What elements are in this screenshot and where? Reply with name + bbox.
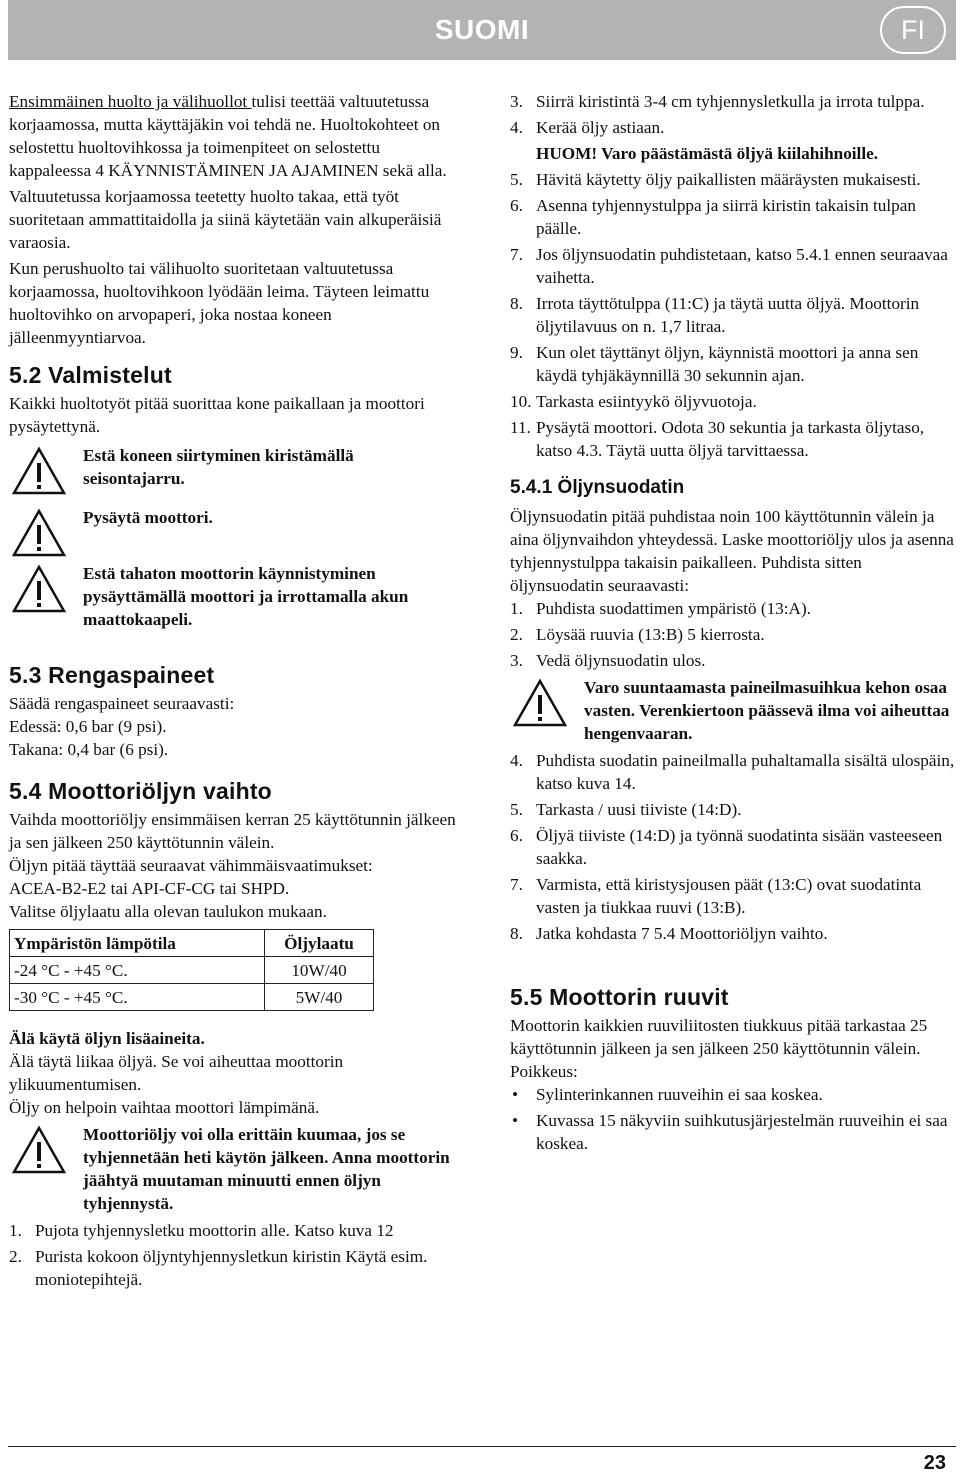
list-item — [510, 597, 956, 620]
step-number: 3. — [510, 651, 523, 670]
warning-text: Pysäytä moottori. — [83, 508, 213, 527]
intro-paragraph — [9, 90, 457, 182]
table-row — [10, 957, 374, 984]
step-number: 1. — [510, 599, 523, 618]
oil-change-interval: Vaihda moottoriöljy ensimmäisen kerran 25 käyttötunnin jälkeen ja sen jälkeen 250 käyttötunnin välein. — [9, 810, 456, 852]
oil-table — [9, 929, 374, 1011]
paragraph-authorized-service: Valtuutetussa korjaamossa teetetty huolto takaa, että työt suoritetaan ammattitaidolla ja siinä käytetään vain alkuperäisiä varaosia. — [9, 187, 442, 252]
warning-compressed-air — [510, 676, 956, 745]
section-5-4-1-title: 5.4.1 Öljynsuodatin — [510, 477, 685, 498]
step-text: Purista kokoon öljyntyhjennysletkun kiristin Käytä esim. moniotepihtejä. — [35, 1247, 428, 1289]
warning-triangle-icon — [512, 678, 568, 728]
step-number: 1. — [9, 1221, 22, 1240]
oil-requirements: Öljyn pitää täyttää seuraavat vähimmäisvaatimukset: — [9, 856, 373, 875]
list-item — [9, 1219, 457, 1242]
step-number: 6. — [510, 196, 523, 215]
warning-triangle-icon — [11, 446, 67, 496]
list-item — [510, 649, 956, 672]
oil-change-steps-a — [510, 90, 956, 139]
oil-change-steps-b — [510, 168, 956, 462]
step-number: 5. — [510, 170, 523, 189]
list-item — [9, 1245, 457, 1291]
oil-specification: ACEA-B2-E2 tai API-CF-CG tai SHPD. — [9, 879, 290, 898]
step-text: Tarkasta / uusi tiiviste (14:D). — [536, 800, 742, 819]
language-badge: FI — [880, 6, 946, 54]
step-text: Pujota tyhjennysletku moottorin alle. Katso kuva 12 — [35, 1221, 394, 1240]
warm-engine-note: Öljy on helpoin vaihtaa moottori lämpimänä. — [9, 1098, 320, 1117]
oil-drain-steps — [9, 1219, 457, 1291]
tire-pressure-front: Edessä: 0,6 bar (9 psi). — [9, 717, 167, 736]
step-number: 10. — [510, 392, 532, 411]
step-text: Jos öljynsuodatin puhdistetaan, katso 5.4.1 ennen seuraavaa vaihetta. — [536, 245, 948, 287]
list-item — [510, 623, 956, 646]
step-number: 5. — [510, 800, 523, 819]
list-item — [510, 749, 956, 795]
list-item — [510, 341, 956, 387]
step-number: 4. — [510, 118, 523, 137]
list-item — [510, 243, 956, 289]
oil-filter-steps-a — [510, 597, 956, 672]
section-5-3-title: 5.3 Rengaspaineet — [9, 662, 215, 688]
bullet-text: Kuvassa 15 näkyviin suihkutusjärjestelmän ruuveihin ei saa koskea. — [536, 1111, 948, 1153]
step-number: 8. — [510, 924, 523, 943]
warning-text: Estä tahaton moottorin käynnistyminen pysäyttämällä moottori ja irrottamalla akun maattokaapeli. — [83, 564, 409, 629]
intro-text: tulisi teettää valtuutetussa korjaamossa, mutta käyttäjäkin voi tehdä ne. Huoltokohteet on selostettu huoltovihkossa ja toimenpiteet on selostettu kappaleessa 4 KÄYNNISTÄMINEN JA AJAMINEN sekä alla. — [9, 92, 447, 180]
step-text: Kun olet täyttänyt öljyn, käynnistä moottori ja anna sen käydä tyhjäkäynnillä 30 sekunnin ajan. — [536, 343, 919, 385]
warning-triangle-icon — [11, 508, 67, 558]
warning-triangle-icon — [11, 1125, 67, 1175]
step-number: 2. — [510, 625, 523, 644]
bullet-icon: • — [512, 1085, 519, 1104]
list-item — [510, 824, 956, 870]
section-5-2-text: Kaikki huoltotyöt pitää suorittaa kone paikallaan ja moottori pysäytettynä. — [9, 394, 425, 436]
step-text: Kerää öljy astiaan. — [536, 118, 665, 137]
exception-list — [510, 1083, 956, 1155]
list-item — [510, 90, 956, 113]
oil-selection-note: Valitse öljylaatu alla olevan taulukon mukaan. — [9, 902, 327, 921]
step-text: Pysäytä moottori. Odota 30 sekuntia ja tarkasta öljytaso, katso 4.3. Täytä uutta öljyä tarvittaessa. — [536, 418, 925, 460]
step-number: 3. — [510, 92, 523, 111]
huom-note: HUOM! Varo päästämästä öljyä kiilahihnoille. — [536, 144, 879, 163]
right-column — [510, 90, 956, 1158]
step-number: 7. — [510, 245, 523, 264]
page-number: 23 — [923, 1452, 946, 1474]
step-number: 9. — [510, 343, 523, 362]
oil-filter-steps-b — [510, 749, 956, 945]
bullet-text: Sylinterinkannen ruuveihin ei saa koskea. — [536, 1085, 823, 1104]
footer-divider — [8, 1446, 956, 1447]
section-5-4-title: 5.4 Moottoriöljyn vaihto — [9, 778, 272, 804]
step-text: Vedä öljynsuodatin ulos. — [536, 651, 706, 670]
header-title: SUOMI — [434, 14, 530, 45]
no-additives-note: Älä käytä öljyn lisäaineita. — [9, 1029, 205, 1048]
paragraph-service-stamp: Kun perushuolto tai välihuolto suoritetaan valtuutetussa korjaamossa, huoltovihkoon lyödään leima. Täyteen leimattu huoltovihko on arvopaperi, joka nostaa koneen jälleenmyyntiarvoa. — [9, 259, 430, 347]
list-item — [510, 390, 956, 413]
warning-hot-oil — [9, 1123, 457, 1215]
left-column — [9, 90, 457, 1294]
step-text: Irrota täyttötulppa (11:C) ja täytä uutta öljyä. Moottorin öljytilavuus on n. 1,7 litraa. — [536, 294, 920, 336]
step-text: Siirrä kiristintä 3-4 cm tyhjennysletkulla ja irrota tulppa. — [536, 92, 925, 111]
section-5-2-title: 5.2 Valmistelut — [9, 362, 172, 388]
table-cell-temperature: -30 °C - +45 °C. — [10, 984, 265, 1011]
table-cell-oil-grade: 5W/40 — [265, 984, 374, 1011]
list-item — [510, 168, 956, 191]
step-number: 8. — [510, 294, 523, 313]
step-text: Varmista, että kiristysjousen päät (13:C) ovat suodatinta vasten ja tiukkaa ruuvi (13:B). — [536, 875, 922, 917]
table-header-temperature: Ympäristön lämpötila — [10, 930, 265, 957]
table-header-row — [10, 930, 374, 957]
step-text: Puhdista suodattimen ympäristö (13:A). — [536, 599, 811, 618]
overfill-warning-text: Älä täytä liikaa öljyä. Se voi aiheuttaa moottorin ylikuumentumisen. — [9, 1052, 344, 1094]
step-text: Öljyä tiiviste (14:D) ja työnnä suodatinta sisään vasteeseen saakka. — [536, 826, 943, 868]
list-item — [510, 1109, 956, 1155]
list-item — [510, 873, 956, 919]
bullet-icon: • — [512, 1111, 519, 1130]
list-item — [510, 798, 956, 821]
warning-text: Varo suuntaamasta paineilmasuihkua kehon osaa vasten. Verenkiertoon päässevä ilma voi aiheuttaa hengenvaaran. — [584, 678, 950, 743]
list-item — [510, 1083, 956, 1106]
step-text: Hävitä käytetty öljy paikallisten määräysten mukaisesti. — [536, 170, 921, 189]
list-item — [510, 292, 956, 338]
list-item — [510, 194, 956, 240]
list-item — [510, 116, 956, 139]
step-text: Puhdista suodatin paineilmalla puhaltamalla sisältä ulospäin, katso kuva 14. — [536, 751, 955, 793]
table-row — [10, 984, 374, 1011]
step-text: Asenna tyhjennystulppa ja siirrä kiristin takaisin tulpan päälle. — [536, 196, 916, 238]
engine-screws-text: Moottorin kaikkien ruuviliitosten tiukkuus pitää tarkastaa 25 käyttötunnin jälkeen ja sen jälkeen 250 käyttötunnin välein. — [510, 1016, 928, 1058]
step-text: Tarkasta esiintyykö öljyvuotoja. — [536, 392, 757, 411]
step-number: 7. — [510, 875, 523, 894]
list-item — [510, 416, 956, 462]
step-number: 6. — [510, 826, 523, 845]
exception-label: Poikkeus: — [510, 1062, 578, 1081]
warning-triangle-icon — [11, 564, 67, 614]
warning-disconnect-battery — [9, 562, 457, 631]
tire-pressure-intro: Säädä rengaspaineet seuraavasti: — [9, 694, 235, 713]
intro-link: Ensimmäinen huolto ja välihuollot — [9, 92, 252, 111]
oil-filter-intro: Öljynsuodatin pitää puhdistaa noin 100 käyttötunnin välein ja aina öljynvaihdon yhteydessä. Laske moottoriöljy ulos ja asenna tyhjennystulppa takaisin paikalleen. Puhdista sitten öljynsuodatin seuraavasti: — [510, 507, 954, 595]
tire-pressure-rear: Takana: 0,4 bar (6 psi). — [9, 740, 169, 759]
step-text: Löysää ruuvia (13:B) 5 kierrosta. — [536, 625, 765, 644]
warning-text: Moottoriöljy voi olla erittäin kuumaa, jos se tyhjennetään heti käytön jälkeen. Anna moottorin jäähtyä muutaman minuutti ennen öljyn tyhjennystä. — [83, 1125, 450, 1213]
step-number: 4. — [510, 751, 523, 770]
section-5-5-title: 5.5 Moottorin ruuvit — [510, 984, 729, 1010]
page-header — [8, 0, 956, 60]
list-item — [510, 922, 956, 945]
step-number: 11. — [510, 418, 531, 437]
warning-parking-brake — [9, 444, 457, 490]
table-cell-oil-grade: 10W/40 — [265, 957, 374, 984]
warning-stop-engine — [9, 506, 457, 556]
warning-text: Estä koneen siirtyminen kiristämällä seisontajarru. — [83, 446, 354, 488]
table-header-oil-grade: Öljylaatu — [265, 930, 374, 957]
table-cell-temperature: -24 °C - +45 °C. — [10, 957, 265, 984]
step-text: Jatka kohdasta 7 5.4 Moottoriöljyn vaihto. — [536, 924, 828, 943]
step-number: 2. — [9, 1247, 22, 1266]
